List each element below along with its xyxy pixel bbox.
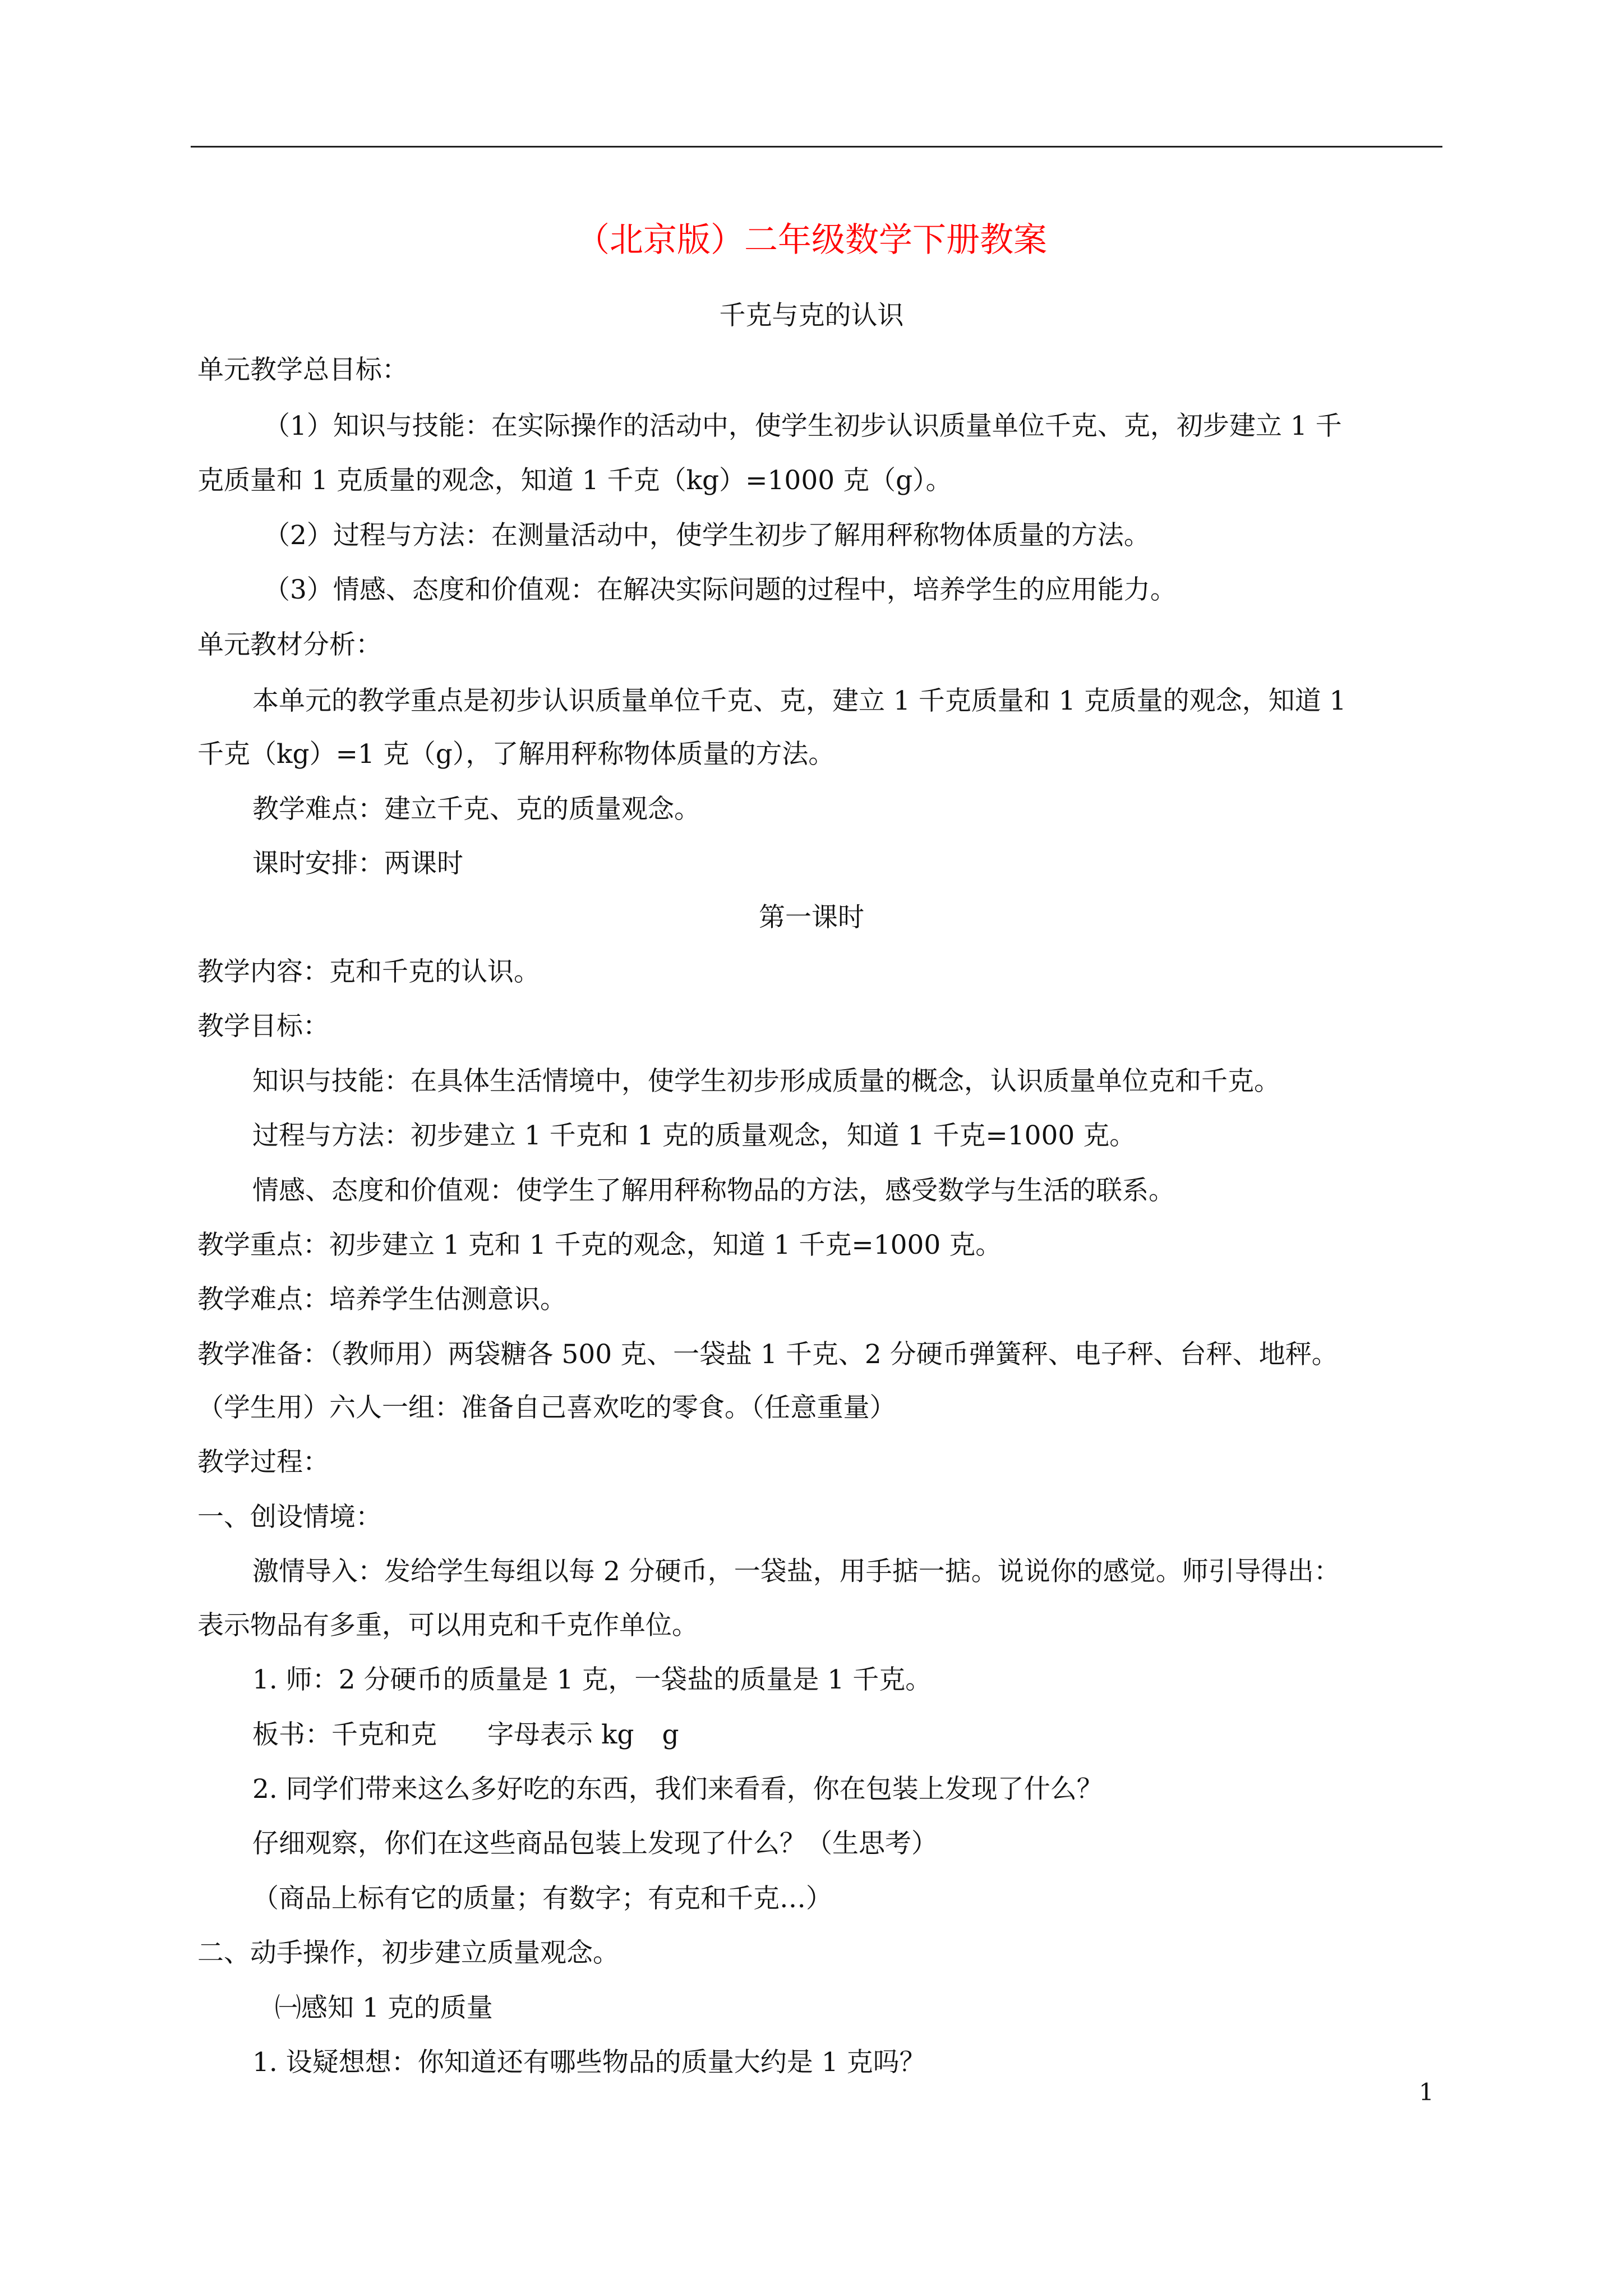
teaching-content: 教学内容：克和千克的认识。 [197,956,540,987]
step-1: 1. 师：2 分硬币的质量是 1 克，一袋盐的质量是 1 千克。 [252,1664,932,1695]
intro-line-2: 表示物品有多重，可以用克和千克作单位。 [197,1610,698,1641]
document-subtitle: 千克与克的认识 [719,300,904,331]
subsection-1-heading: ㈠感知 1 克的质量 [275,1993,493,2023]
objective-attitude: 情感、态度和价值观：使学生了解用秤称物品的方法，感受数学与生活的联系。 [252,1175,1175,1206]
unit-difficulty: 教学难点：建立千克、克的质量观念。 [252,794,700,825]
lesson-1-title: 第一课时 [759,902,864,933]
board-label: 板书：千克和克 [252,1719,437,1750]
lesson-difficulty: 教学难点：培养学生估测意识。 [197,1284,566,1315]
observe-question: 仔细观察，你们在这些商品包装上发现了什么？（生思考） [252,1828,938,1859]
section-2-heading: 二、动手操作，初步建立质量观念。 [197,1938,619,1968]
header-rule [191,146,1442,148]
analysis-heading: 单元教材分析： [197,629,382,660]
section-1-heading: 一、创设情境： [197,1502,382,1533]
document-title: （北京版）二年级数学下册教案 [576,220,1047,260]
key-point: 教学重点：初步建立 1 克和 1 千克的观念，知道 1 千克=1000 克。 [197,1230,1002,1260]
page-number: 1 [1419,2078,1434,2106]
observe-answer: （商品上标有它的质量；有数字；有克和千克…） [252,1883,832,1914]
objectives-heading: 教学目标： [197,1011,329,1042]
step-2: 2. 同学们带来这么多好吃的东西，我们来看看，你在包装上发现了什么？ [252,1774,1103,1805]
goal-process: （2）过程与方法：在测量活动中，使学生初步了解用秤称物体质量的方法。 [264,520,1150,551]
lesson-schedule: 课时安排：两课时 [252,848,463,879]
board-letters: 字母表示 kg [487,1719,634,1750]
objective-process: 过程与方法：初步建立 1 千克和 1 克的质量观念，知道 1 千克=1000 克。 [252,1120,1136,1151]
goal-knowledge-line-2: 克质量和 1 克质量的观念，知道 1 千克（kg）=1000 克（g）。 [197,465,952,496]
preparation-line-2: （学生用）六人一组：准备自己喜欢吃的零食。（任意重量） [197,1392,896,1423]
intro-line-1: 激情导入：发给学生每组以每 2 分硬币，一袋盐，用手掂一掂。说说你的感觉。师引导得出： [252,1556,1340,1587]
goal-knowledge-line-1: （1）知识与技能：在实际操作的活动中，使学生初步认识质量单位千克、克，初步建立 1 千 [264,411,1342,441]
objective-knowledge: 知识与技能：在具体生活情境中，使学生初步形成质量的概念，认识质量单位克和千克。 [252,1066,1280,1097]
board-g: g [662,1719,679,1750]
analysis-line-2: 千克（kg）=1 克（g），了解用秤称物体质量的方法。 [197,739,835,770]
preparation-line-1: 教学准备：（教师用）两袋糖各 500 克、一袋盐 1 千克、2 分硬币弹簧秤、电子秤、台秤、地秤。 [197,1339,1338,1370]
board-writing [252,1718,679,1752]
process-heading: 教学过程： [197,1447,329,1478]
unit-goal-heading: 单元教学总目标： [197,355,408,385]
goal-attitude: （3）情感、态度和价值观：在解决实际问题的过程中，培养学生的应用能力。 [264,574,1177,605]
subsection-1-question: 1. 设疑想想：你知道还有哪些物品的质量大约是 1 克吗？ [252,2047,926,2078]
analysis-line-1: 本单元的教学重点是初步认识质量单位千克、克，建立 1 千克质量和 1 克质量的观念，知道 1 [252,685,1347,716]
